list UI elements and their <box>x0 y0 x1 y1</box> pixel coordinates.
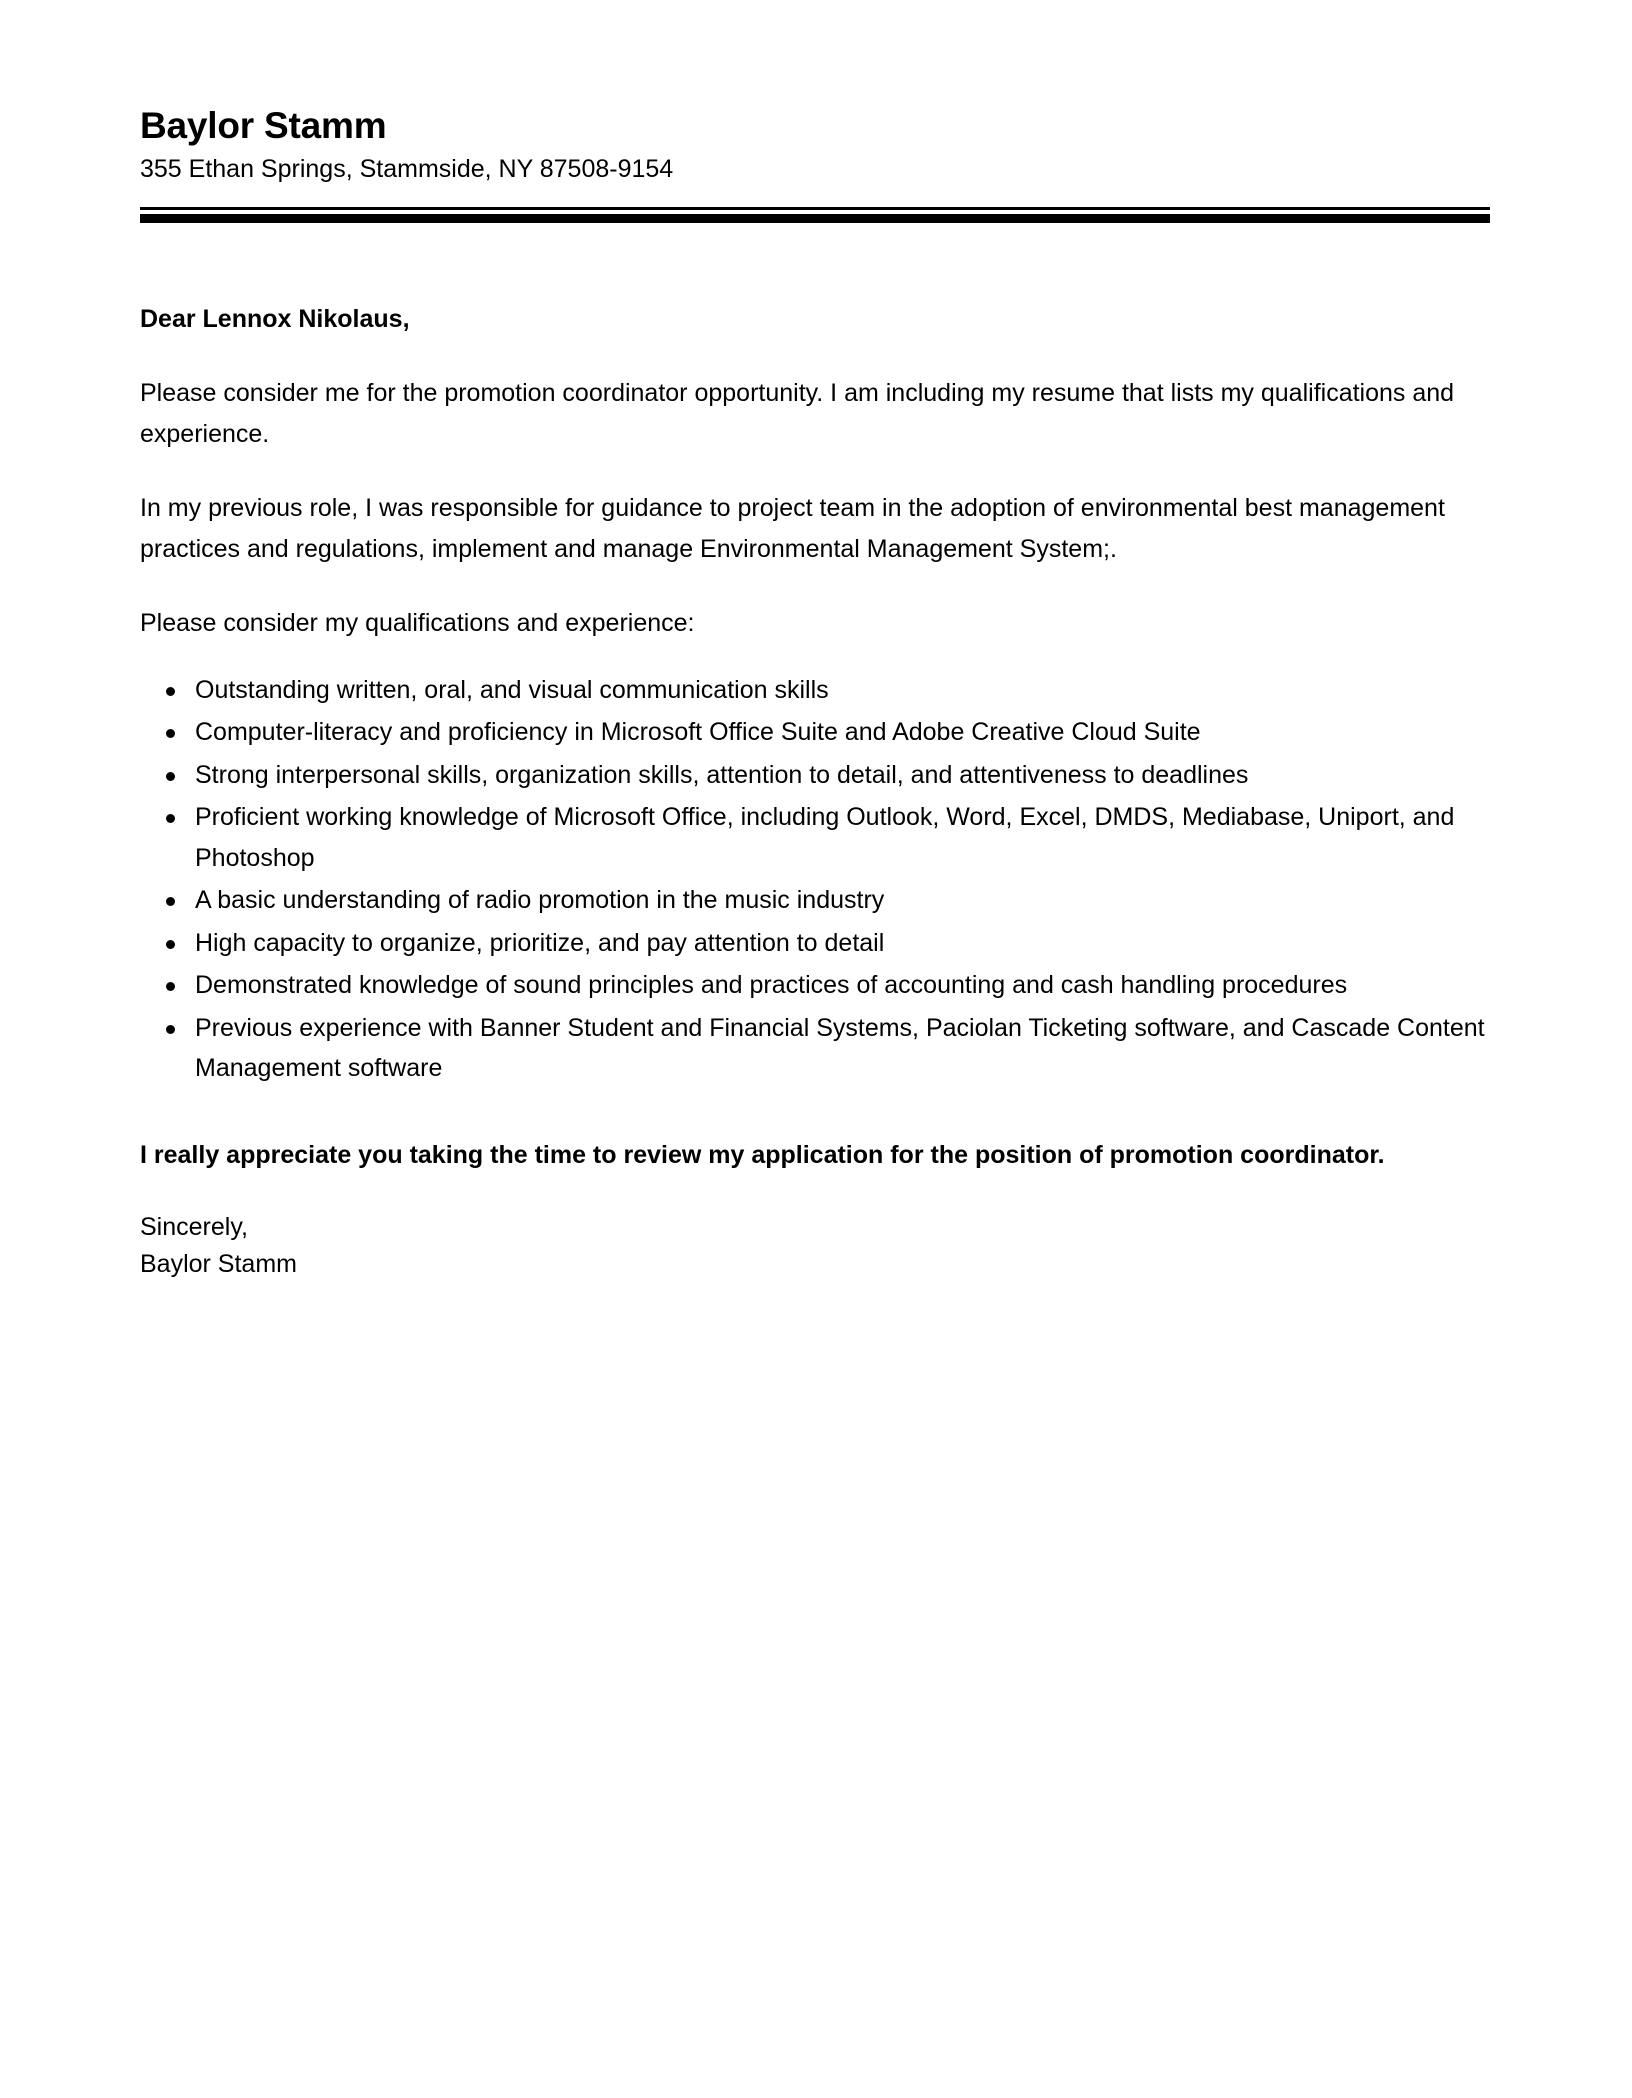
header-divider <box>140 207 1490 223</box>
bullet-icon <box>166 814 175 823</box>
letter-content <box>140 0 1490 1282</box>
bullet-icon <box>166 940 175 949</box>
bullet-icon <box>166 687 175 696</box>
sender-name: Baylor Stamm <box>140 105 387 146</box>
list-item-text: Proficient working knowledge of Microsoft Office, including Outlook, Word, Excel, DMDS, Mediabase, Uniport, and Photoshop <box>195 803 1455 872</box>
signoff-block <box>140 1209 1490 1282</box>
list-item <box>140 670 1490 711</box>
closing-statement: I really appreciate you taking the time to review my application for the position of promotion coordinator. <box>140 1140 1385 1169</box>
bullet-icon <box>166 1025 175 1034</box>
list-item <box>140 712 1490 753</box>
list-item-text: Demonstrated knowledge of sound principles and practices of accounting and cash handling procedures <box>195 971 1348 1000</box>
list-item <box>140 1008 1490 1089</box>
signoff-name: Baylor Stamm <box>140 1249 297 1278</box>
bullet-icon <box>166 982 175 991</box>
list-item-text: Computer-literacy and proficiency in Microsoft Office Suite and Adobe Creative Cloud Suite <box>195 718 1201 747</box>
paragraph-experience: In my previous role, I was responsible for guidance to project team in the adoption of environmental best management practices and regulations, implement and manage Environmental Management System;. <box>140 494 1445 563</box>
letterhead <box>140 0 1490 185</box>
list-item <box>140 755 1490 796</box>
letter-body <box>140 299 1490 1282</box>
list-item-text: A basic understanding of radio promotion in the music industry <box>195 886 885 915</box>
paragraph-opening: Please consider me for the promotion coordinator opportunity. I am including my resume that lists my qualifications and experience. <box>140 379 1455 448</box>
list-item <box>140 880 1490 921</box>
list-item-text: Strong interpersonal skills, organization skills, attention to detail, and attentiveness to deadlines <box>195 760 1249 789</box>
list-item <box>140 797 1490 878</box>
list-item-text: Outstanding written, oral, and visual communication skills <box>195 675 829 704</box>
bullet-icon <box>166 897 175 906</box>
bullet-icon <box>166 772 175 781</box>
sender-address: 355 Ethan Springs, Stammside, NY 87508-9154 <box>140 154 674 183</box>
qualifications-list <box>140 670 1490 1089</box>
list-item <box>140 923 1490 964</box>
divider-thick-bar <box>140 214 1490 223</box>
qualifications-intro: Please consider my qualifications and experience: <box>140 609 695 638</box>
list-item-text: Previous experience with Banner Student and Financial Systems, Paciolan Ticketing software, and Cascade Content Management software <box>195 1013 1485 1083</box>
list-item <box>140 965 1490 1006</box>
salutation: Dear Lennox Nikolaus, <box>140 304 410 333</box>
list-item-text: High capacity to organize, prioritize, and pay attention to detail <box>195 928 885 957</box>
signoff-closing: Sincerely, <box>140 1213 248 1242</box>
bullet-icon <box>166 729 175 738</box>
